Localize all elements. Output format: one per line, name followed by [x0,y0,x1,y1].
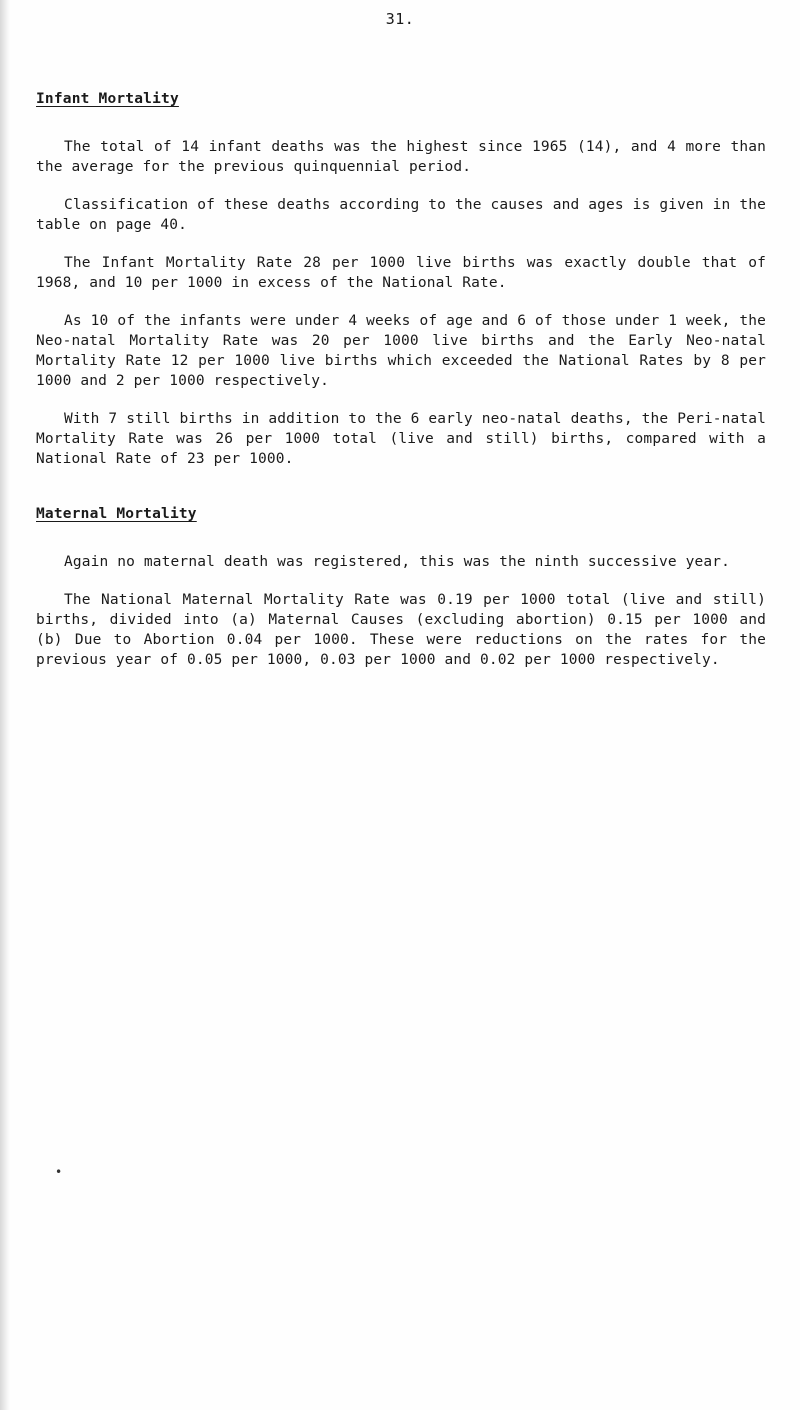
paragraph: Again no maternal death was registered, this was the ninth successive year. [64,554,730,570]
paragraph: The National Maternal Mortality Rate was 0.19 per 1000 total (live and still) births, divided into (a) Maternal Causes (excluding abortion) 0.15 per 1000 and (b) Due to Abortion 0.04 per 1000. These were reductions on the rates for the previous year of 0.05 per 1000, 0.03 per 1000 and 0.02 per 1000 respectively. [36,592,766,668]
paragraph: Classification of these deaths according to the causes and ages is given in the table on page 40. [36,197,766,233]
section-infant-mortality [36,88,766,469]
paragraph: The Infant Mortality Rate 28 per 1000 live births was exactly double that of 1968, and 10 per 1000 in excess of the National Rate. [36,255,766,291]
scan-speck-mark: • [55,1165,63,1179]
paragraph: As 10 of the infants were under 4 weeks of age and 6 of those under 1 week, the Neo-natal Mortality Rate was 20 per 1000 live births and the Early Neo-natal Mortality Rate 12 per 1000 live births which exceeded the National Rates by 8 per 1000 and 2 per 1000 respectively. [36,313,766,389]
scan-edge-shadow [0,0,10,1410]
page-number: 31. [385,10,415,28]
section-maternal-mortality [36,503,766,670]
paragraph: With 7 still births in addition to the 6 early neo-natal deaths, the Peri-natal Mortality Rate was 26 per 1000 total (live and still) births, compared with a National Rate of 23 per 1000. [36,411,766,467]
document-body [36,88,766,670]
section-heading: Infant Mortality [36,91,179,107]
paragraph: The total of 14 infant deaths was the highest since 1965 (14), and 4 more than the average for the previous quinquennial period. [36,139,766,175]
section-heading: Maternal Mortality [36,506,197,522]
